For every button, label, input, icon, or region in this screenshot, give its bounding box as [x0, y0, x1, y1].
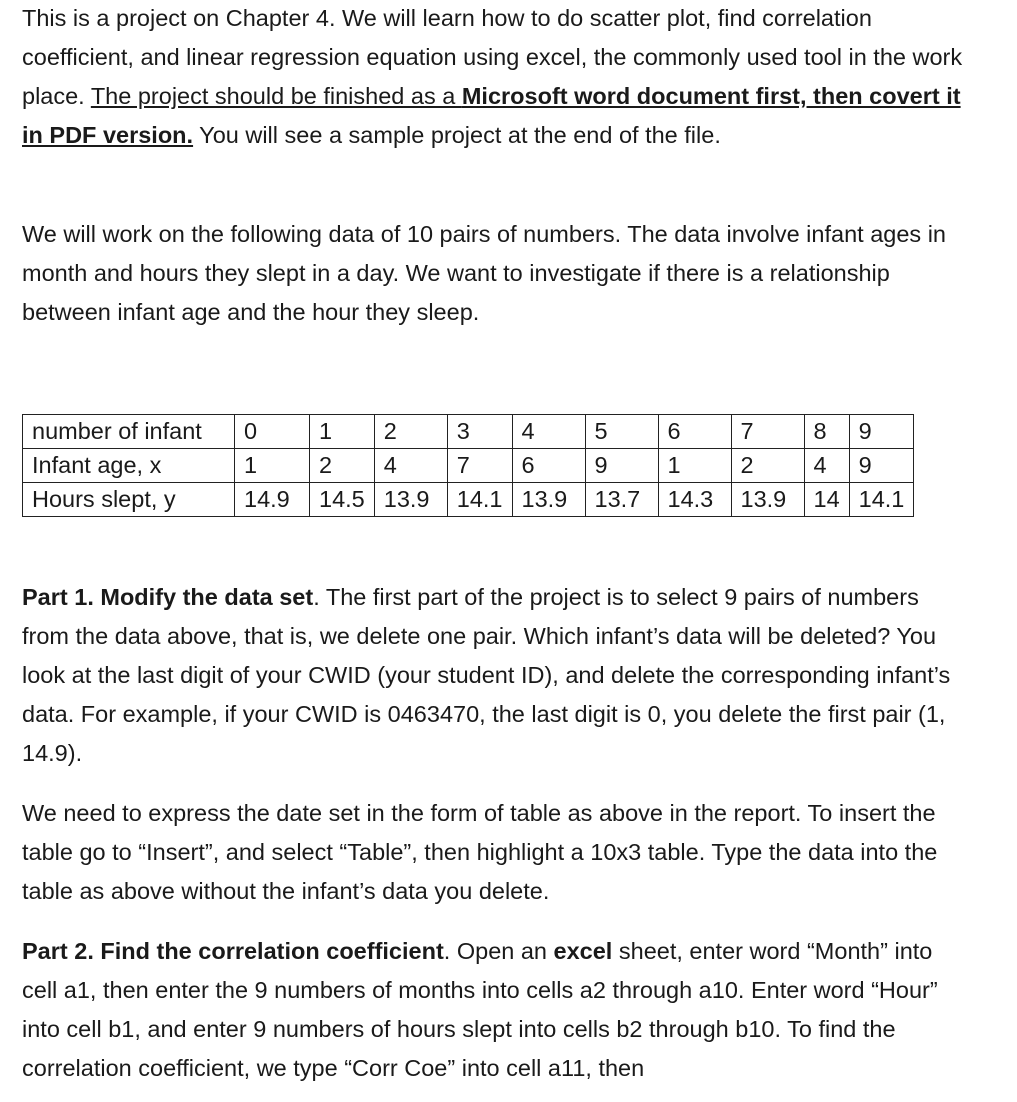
part2-heading: Part 2. Find the correlation coefficient — [22, 938, 444, 964]
table-cell: 13.9 — [512, 483, 585, 517]
table-cell: 3 — [447, 415, 512, 449]
table-cell: 2 — [310, 449, 375, 483]
intro-text: This is a project on Chapter 4. We will learn how to do scatter plot, find correlation coefficient, and linear regression equation using excel, the commonly used tool in the work place. — [22, 5, 963, 109]
table-cell: 13.9 — [374, 483, 447, 517]
data-intro-paragraph: We will work on the following data of 10 pairs of numbers. The data involve infant ages in month and hours they slept in a day. We want to investigate if there is a relationship between infant age and the hour they sleep. — [22, 221, 946, 325]
table-cell: 14.5 — [310, 483, 375, 517]
table-cell: 14.1 — [447, 483, 512, 517]
part1-paragraph — [22, 578, 972, 773]
row-label: Hours slept, y — [23, 483, 235, 517]
table-cell: 7 — [731, 415, 804, 449]
part2-paragraph — [22, 932, 972, 1088]
table-cell: 2 — [731, 449, 804, 483]
table-cell: 14.3 — [658, 483, 731, 517]
table-cell: 14 — [804, 483, 849, 517]
table-cell: 13.7 — [585, 483, 658, 517]
part2-text-2: sheet, enter word “Month” into cell a1, then enter the 9 numbers of months into cells a2 through a10. Enter word “Hour” into cell b1, and enter 9 numbers of hours slept into cells b2 through b10. To find the correlation coefficient, we type “Corr Coe” into cell a11, then — [22, 938, 938, 1081]
table-row-number-of-infant — [23, 415, 914, 449]
table-cell: 5 — [585, 415, 658, 449]
table-cell: 6 — [512, 449, 585, 483]
table-cell: 1 — [310, 415, 375, 449]
part1-text: . The first part of the project is to select 9 pairs of numbers from the data above, that is, we delete one pair. Which infant’s data will be deleted? You look at the last digit of your CWID (your student ID), and delete the corresponding infant’s data. For example, if your CWID is 0463470, the last digit is 0, you delete the first pair (1, 14.9). — [22, 584, 951, 766]
table-cell: 13.9 — [731, 483, 804, 517]
intro-text-end: You will see a sample project at the end of the file. — [193, 122, 721, 148]
intro-underlined-bold: Microsoft word document first, then covert it in PDF version. — [22, 83, 961, 148]
table-cell: 6 — [658, 415, 731, 449]
row-label: number of infant — [23, 415, 235, 449]
table-row-hours-slept — [23, 483, 914, 517]
table-cell: 0 — [235, 415, 310, 449]
table-cell: 4 — [804, 449, 849, 483]
intro-paragraph — [22, 0, 972, 155]
table-cell: 1 — [658, 449, 731, 483]
row-label: Infant age, x — [23, 449, 235, 483]
table-instructions-paragraph: We need to express the date set in the form of table as above in the report. To insert the table go to “Insert”, and select “Table”, then highlight a 10x3 table. Type the data into the table as above without the infant’s data you delete. — [22, 800, 938, 904]
table-row-infant-age — [23, 449, 914, 483]
table-cell: 7 — [447, 449, 512, 483]
table-cell: 9 — [585, 449, 658, 483]
table-cell: 9 — [849, 415, 914, 449]
intro-underlined-plain: The project should be finished as a — [90, 83, 462, 109]
table-cell: 14.1 — [849, 483, 914, 517]
table-cell: 14.9 — [235, 483, 310, 517]
data-table — [22, 414, 914, 517]
part1-heading: Part 1. Modify the data set — [22, 584, 314, 610]
part2-text-1: . Open an — [443, 938, 554, 964]
table-cell: 8 — [804, 415, 849, 449]
table-cell: 9 — [849, 449, 914, 483]
table-cell: 1 — [235, 449, 310, 483]
table-cell: 4 — [374, 449, 447, 483]
table-cell: 2 — [374, 415, 447, 449]
table-cell: 4 — [512, 415, 585, 449]
part2-excel-word: excel — [553, 938, 613, 964]
